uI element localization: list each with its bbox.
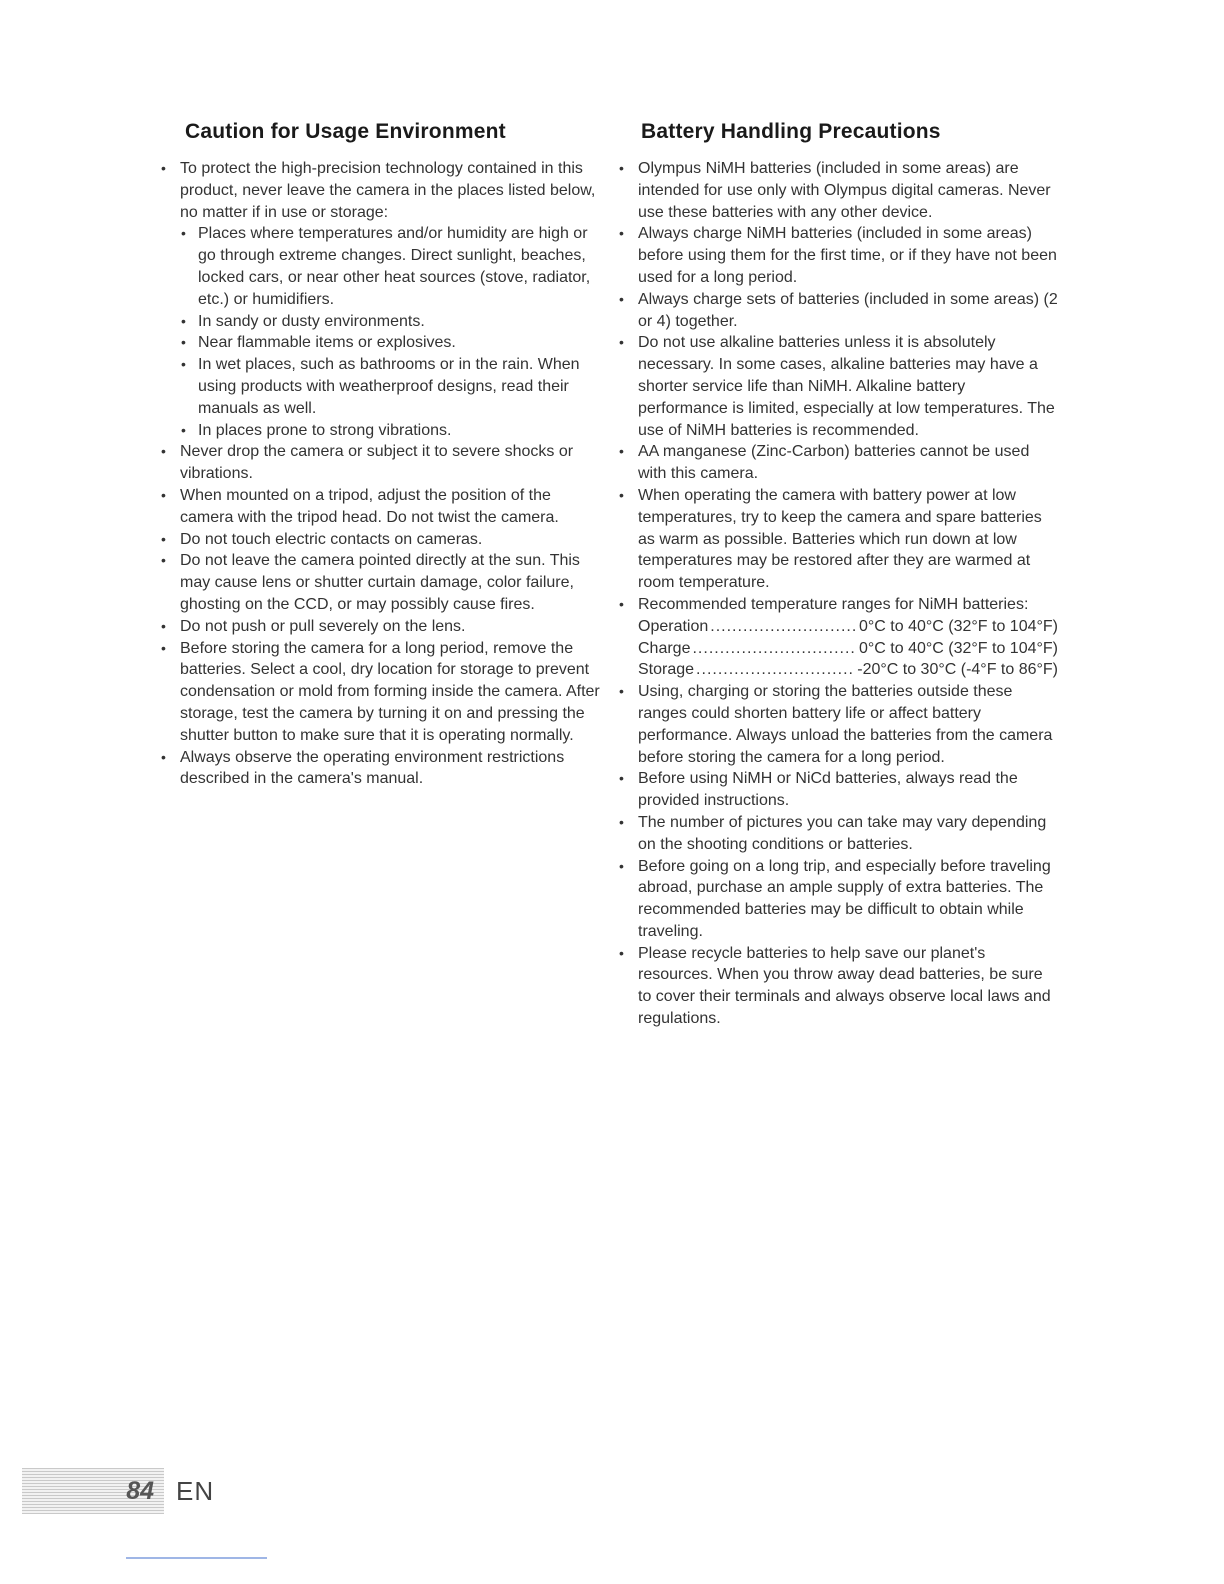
spec-row-operation: [638, 616, 1058, 638]
page-footer: [22, 1468, 214, 1514]
spec-value: -20°C to 30°C (-4°F to 86°F): [857, 661, 1058, 679]
spec-row-storage: [638, 659, 1058, 681]
sub-list-item: • In places prone to strong vibrations.: [180, 420, 600, 442]
list-item: • Before using NiMH or NiCd batteries, always read the provided instructions.: [618, 768, 1058, 812]
list-item: • The number of pictures you can take may vary depending on the shooting conditions or batteries.: [618, 812, 1058, 856]
places-sublist: [180, 223, 600, 441]
list-item: • When mounted on a tripod, adjust the position of the camera with the tripod head. Do not twist the camera.: [160, 485, 600, 529]
page-number-badge: [22, 1468, 164, 1514]
list-item: • Do not leave the camera pointed directly at the sun. This may cause lens or shutter curtain damage, color failure, ghosting on the CCD, or may possibly cause fires.: [160, 550, 600, 615]
spec-label: Charge: [638, 639, 691, 657]
section-heading-usage-environment: Caution for Usage Environment: [185, 120, 506, 143]
list-item-text: To protect the high-precision technology contained in this product, never leave the camera in the places listed below, no matter if in use or storage:: [180, 160, 596, 221]
sub-list-item: • Places where temperatures and/or humidity are high or go through extreme changes. Direct sunlight, beaches, locked cars, or near other heat sources (stove, radiator, etc.) or humidifiers.: [180, 223, 600, 310]
list-item: [160, 158, 600, 441]
language-code: EN: [176, 1475, 215, 1506]
list-item: • Before storing the camera for a long period, remove the batteries. Select a cool, dry location for storage to prevent condensation or mold from forming inside the camera. After storage, test the camera by turning it on and pressing the shutter button to make sure that it is operating normally.: [160, 638, 600, 747]
list-item: • When operating the camera with battery power at low temperatures, try to keep the camera and spare batteries as warm as possible. Batteries which run down at low temperatures may be restored after they are warmed at room temperature.: [618, 485, 1058, 594]
temperature-intro: • Recommended temperature ranges for NiMH batteries:: [638, 595, 1029, 613]
list-item: • Do not push or pull severely on the lens.: [160, 616, 600, 638]
spec-label: Storage: [638, 661, 695, 679]
usage-environment-list: [160, 158, 600, 790]
list-item: • Never drop the camera or subject it to severe shocks or vibrations.: [160, 441, 600, 485]
leader-dots: [692, 638, 857, 660]
spec-value: 0°C to 40°C (32°F to 104°F): [858, 617, 1058, 635]
list-item: • Olympus NiMH batteries (included in some areas) are intended for use only with Olympus digital cameras. Never use these batteries with any other device.: [618, 158, 1058, 223]
spec-value: 0°C to 40°C (32°F to 104°F): [858, 639, 1058, 657]
battery-precautions-list: [618, 158, 1058, 1030]
list-item: • Always charge NiMH batteries (included in some areas) before using them for the first time, or if they have not been used for a long period.: [618, 223, 1058, 288]
list-item: • Do not use alkaline batteries unless it is absolutely necessary. In some cases, alkaline batteries may have a shorter service life than NiMH. Alkaline battery performance is limited, especially at low temperatures. The use of NiMH batteries is recommended.: [618, 332, 1058, 441]
spec-label: Operation: [638, 617, 709, 635]
section-heading-battery-handling: Battery Handling Precautions: [641, 120, 941, 143]
bottom-divider: [126, 1557, 267, 1559]
list-item: • Do not touch electric contacts on cameras.: [160, 529, 600, 551]
list-item: • Using, charging or storing the batteries outside these ranges could shorten battery life or affect battery performance. Always unload the batteries from the camera before storing the camera for a long period.: [618, 681, 1058, 768]
list-item: • Please recycle batteries to help save our planet's resources. When you throw away dead batteries, be sure to cover their terminals and always observe local laws and regulations.: [618, 943, 1058, 1030]
sub-list-item: • In sandy or dusty environments.: [180, 311, 600, 333]
left-column: [160, 120, 600, 790]
list-item: • AA manganese (Zinc-Carbon) batteries cannot be used with this camera.: [618, 441, 1058, 485]
sub-list-item: • In wet places, such as bathrooms or in the rain. When using products with weatherproof designs, read their manuals as well.: [180, 354, 600, 419]
list-item: • Before going on a long trip, and especially before traveling abroad, purchase an ample supply of extra batteries. The recommended batteries may be difficult to obtain while traveling.: [618, 856, 1058, 943]
leader-dots: [696, 659, 855, 681]
list-item: • Always observe the operating environment restrictions described in the camera's manual.: [160, 747, 600, 791]
sub-list-item: • Near flammable items or explosives.: [180, 332, 600, 354]
list-item-temperature-ranges: [618, 594, 1058, 681]
right-column: [618, 120, 1058, 1030]
list-item: • Always charge sets of batteries (included in some areas) (2 or 4) together.: [618, 289, 1058, 333]
spec-row-charge: [638, 638, 1058, 660]
page-number: 84: [126, 1477, 154, 1505]
leader-dots: [710, 616, 857, 638]
